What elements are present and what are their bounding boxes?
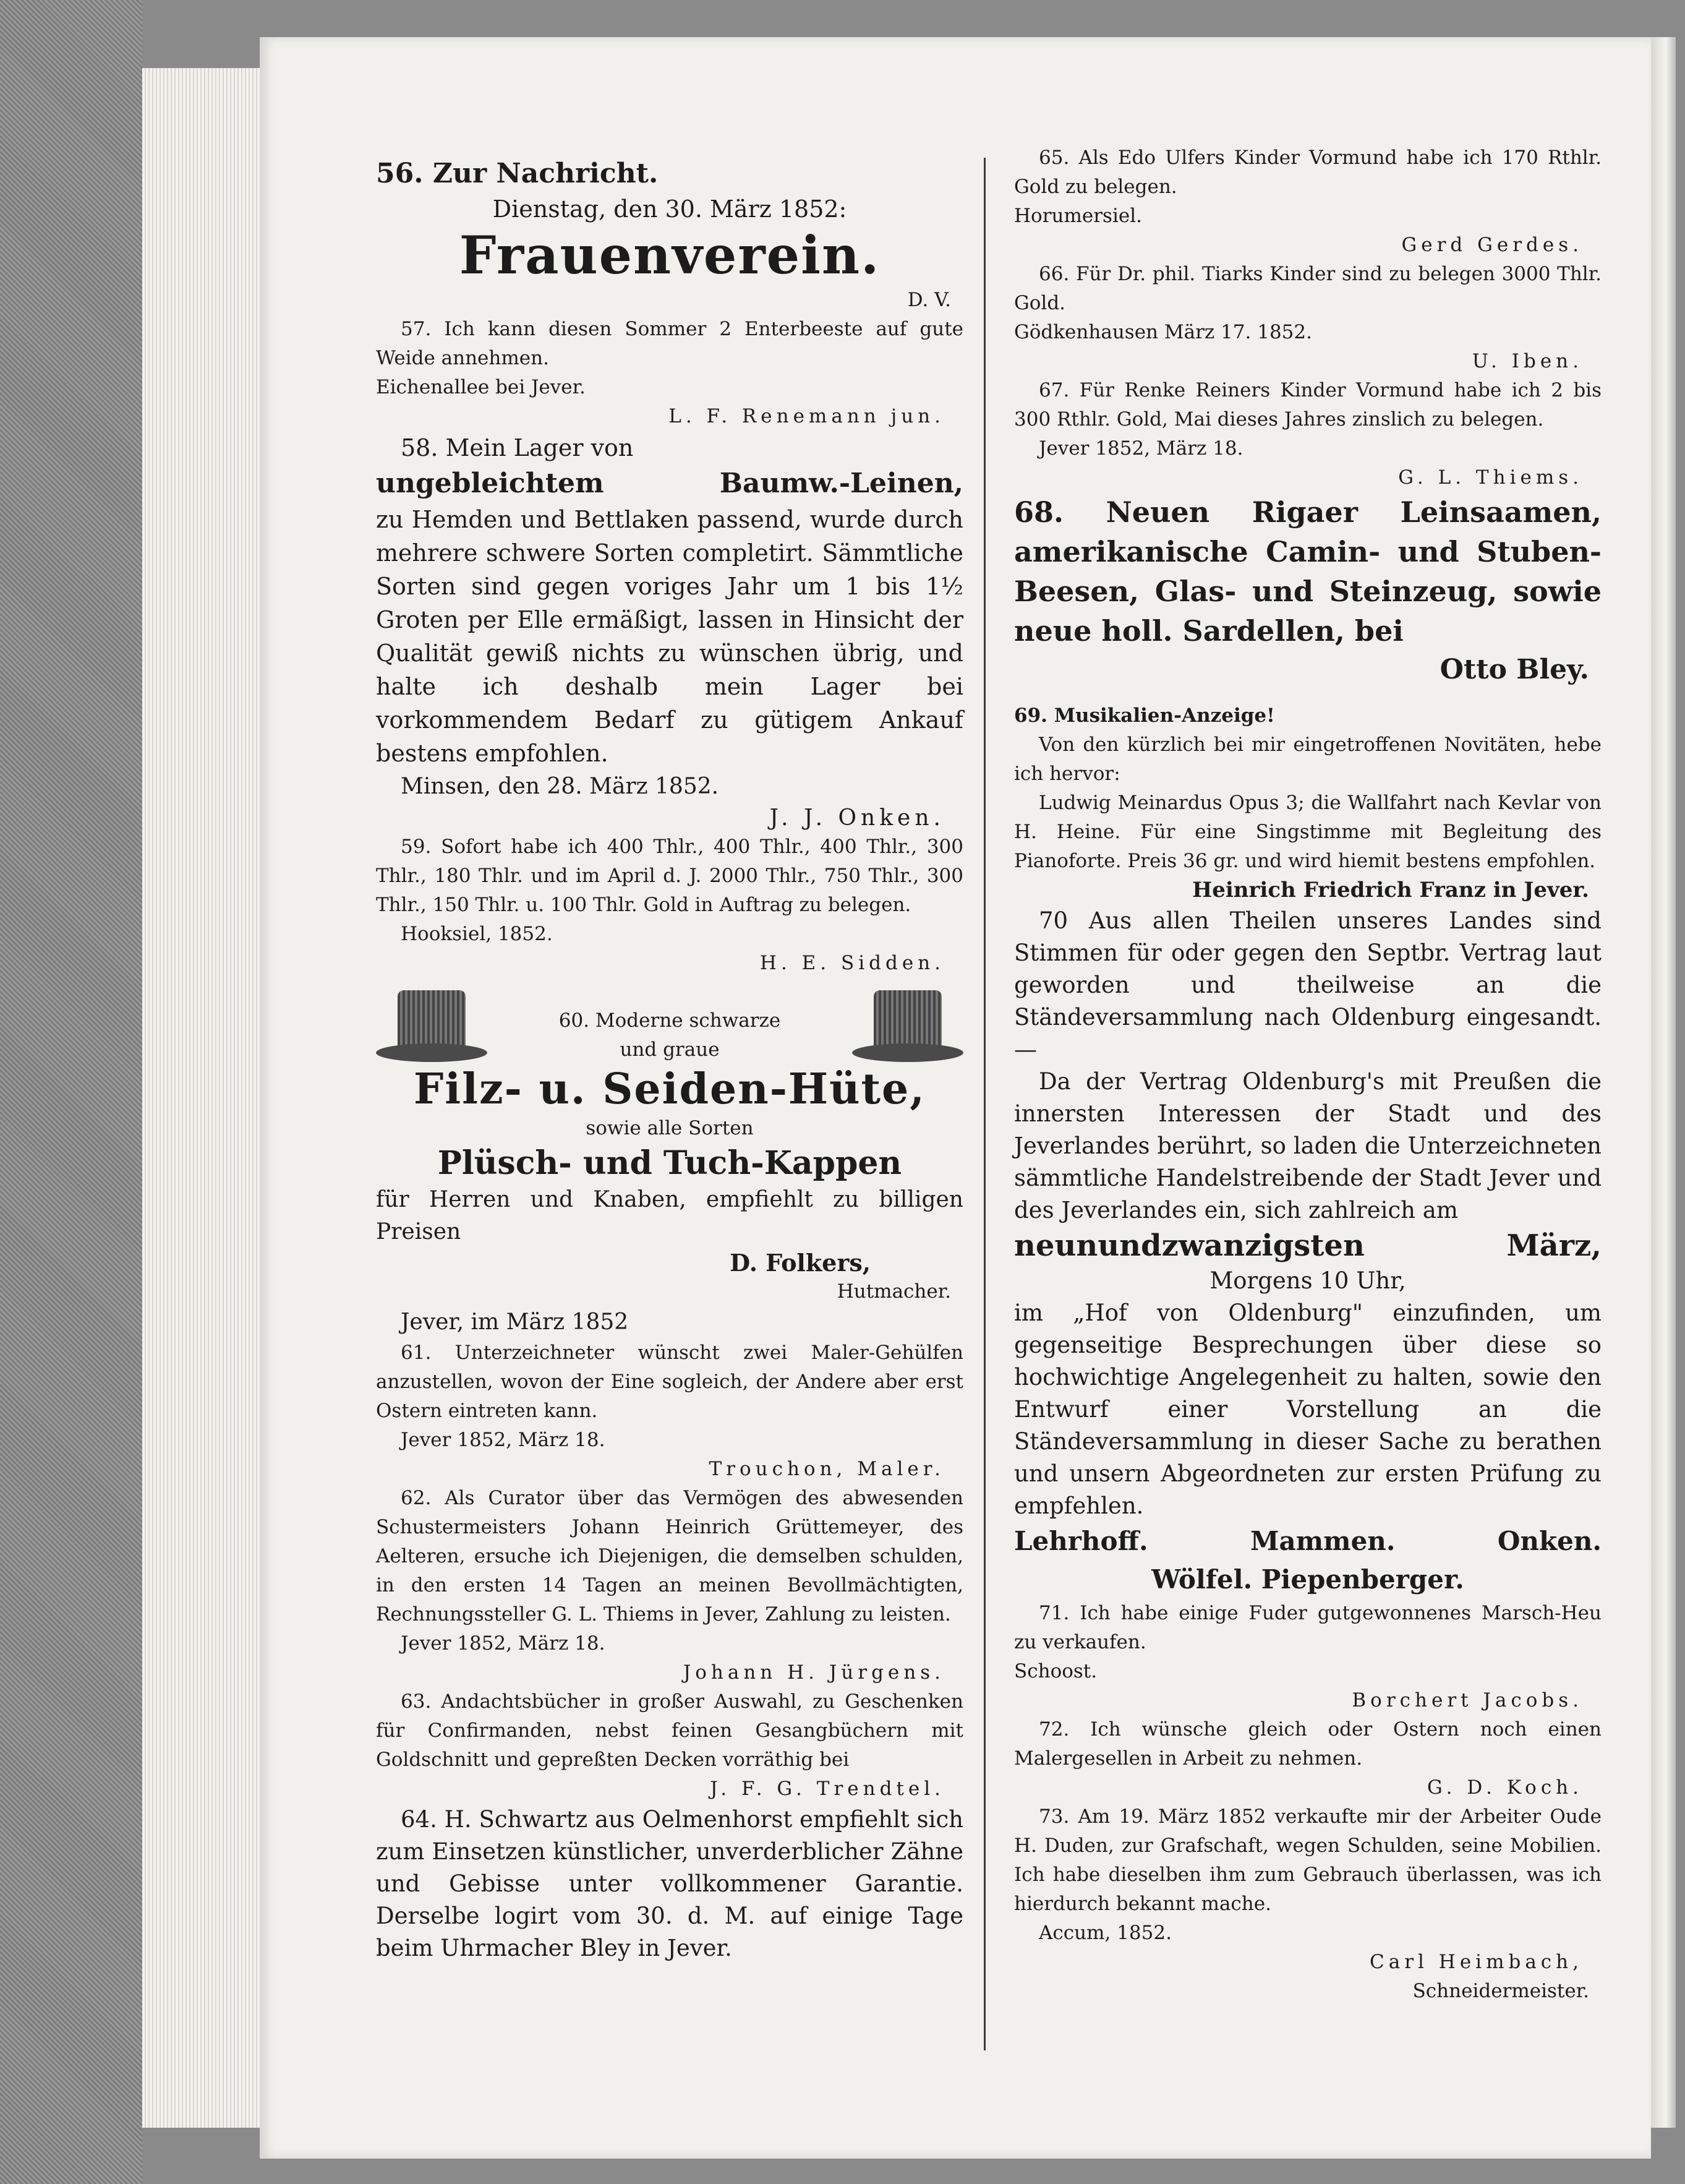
ad-73-role: Schneidermeister. [1412, 1980, 1589, 2002]
ad-60-date: Jever, im März 1852 [401, 1309, 629, 1335]
ad-63-text: 63. Andachtsbücher in großer Auswahl, zu Geschenken für Confirmanden, nebst feinen Gesangbüchern mit Goldschnitt und gepreßten Decken vorräthig bei [376, 1690, 963, 1771]
ad-72-sig: G. D. Koch. [1427, 1776, 1583, 1799]
ad-57-text: 57. Ich kann diesen Sommer 2 Enterbeeste auf gute Weide annehmen. [376, 318, 963, 369]
ad-58-sig: J. J. Onken. [769, 805, 945, 831]
ad-59 [376, 833, 963, 978]
ad-64-text: 64. H. Schwartz aus Oelmenhorst empfiehlt sich zum Einsetzen künstlicher, unverderblicher Zähne und Gebisse unter vollkommener Garantie. Derselbe logirt vom 30. d. M. auf einige Tage beim Uhrmacher Bley in Jever. [376, 1806, 963, 1961]
column-rule [984, 158, 986, 2050]
ad-73-text: 73. Am 19. März 1852 verkaufte mir der Arbeiter Oude H. Duden, zur Grafschaft, wegen Schulden, seine Mobilien. Ich habe dieselben ihm zum Gebrauch überlassen, was ich hierdurch bekannt mache. [1014, 1805, 1602, 1915]
ad-60-role: Hutmacher. [837, 1280, 951, 1303]
ad-59-text: 59. Sofort habe ich 400 Thlr., 400 Thlr., 400 Thlr., 300 Thlr., 180 Thlr. und im April d. J. 2000 Thlr., 750 Thlr., 300 Thlr., 150 Thlr. u. 100 Thlr. Gold in Auftrag zu belegen. [376, 836, 963, 916]
ad-73-sig: Carl Heimbach, [1370, 1951, 1583, 1973]
ad-60-big2: Plüsch- und Tuch-Kappen [437, 1144, 902, 1182]
ad-60-hats [376, 984, 963, 1064]
ad-69-sig: Heinrich Friedrich Franz in Jever. [1192, 878, 1589, 902]
ad-68 [1014, 492, 1602, 689]
ad-62 [376, 1484, 963, 1687]
ad-56-sig: D. V. [907, 289, 951, 311]
ad-60-big: Filz- u. Seiden-Hüte, [414, 1064, 926, 1114]
ad-61 [376, 1338, 963, 1484]
ad-61-text: 61. Unterzeichneter wünscht zwei Maler-Gehülfen anzustellen, wovon der Eine sogleich, der Andere aber erst Ostern eintreten kann. [376, 1342, 963, 1422]
ad-65 [1014, 143, 1602, 260]
ad-67-date: Jever 1852, März 18. [1039, 437, 1243, 460]
ad-64 [376, 1804, 963, 1964]
ad-66-text: 66. Für Dr. phil. Tiarks Kinder sind zu belegen 3000 Thlr. Gold. [1014, 263, 1602, 314]
ad-68-sig: Otto Bley. [1440, 654, 1589, 685]
ad-59-sig: H. E. Sidden. [759, 952, 945, 974]
ad-57-sig: L. F. Renemann jun. [668, 405, 945, 427]
ad-56 [376, 155, 963, 315]
ad-67-text: 67. Für Renke Reiners Kinder Vormund habe ich 2 bis 300 Rthlr. Gold, Mai dieses Jahres zinslich zu belegen. [1014, 379, 1602, 430]
right-column [1014, 143, 1602, 2006]
ad-58-big: ungebleichtem Baumw.-Leinen, [376, 468, 963, 499]
ad-65-text: 65. Als Edo Ulfers Kinder Vormund habe ich 170 Rthlr. Gold zu belegen. [1014, 147, 1602, 198]
page-curl [1651, 37, 1676, 2128]
ad-56-head: 56. Zur Nachricht. [376, 158, 659, 189]
ad-57 [376, 315, 963, 431]
ad-63 [376, 1687, 963, 1804]
ad-70-text2: Da der Vertrag Oldenburg's mit Preußen die innersten Interessen der Stadt und des Jeverlandes berührt, so laden die Unterzeichneten sämmtliche Handelstreibende der Stadt Jever und des Jeverlandes ein, sich zahlreich am [1014, 1068, 1602, 1223]
ad-57-place: Eichenallee bei Jever. [376, 376, 586, 398]
ad-60-line: sowie alle Sorten [586, 1117, 754, 1139]
top-hat-illustration-right [852, 990, 963, 1064]
ad-70-text3: im „Hof von Oldenburg" einzufinden, um gegenseitige Besprechungen über diese so hochwichtige Angelegenheit zu halten, sowie den Entwurf einer Vorstellung an die Ständeversammlung in dieser Sache zu berathen und unsern Abgeordneten zur ersten Prüfung zu empfehlen. [1014, 1300, 1602, 1519]
ad-73-place: Accum, 1852. [1039, 1922, 1172, 1944]
ad-58 [376, 431, 963, 833]
ad-58-text: zu Hemden und Bettlaken passend, wurde durch mehrere schwere Sorten completirt. Sämmtliche Sorten sind gegen voriges Jahr um 1 bis 1½ Groten per Elle ermäßigt, lassen in Hinsicht der Qualität gewiß nichts zu wünschen übrig, und halte ich deshalb mein Lager bei vorkommendem Bedarf zu gütigem Ankauf bestens empfohlen. [376, 506, 963, 767]
ad-67-sig: G. L. Thiems. [1398, 466, 1583, 489]
ad-70-text: 70 Aus allen Theilen unseres Landes sind Stimmen für oder gegen den Septbr. Vertrag laut geworden und theilweise an die Ständeversammlung nach Oldenburg eingesandt. — [1014, 907, 1602, 1063]
book-binding [0, 0, 142, 2184]
ad-72 [1014, 1715, 1602, 1802]
ad-71-place: Schoost. [1014, 1660, 1098, 1682]
top-hat-illustration-left [376, 990, 487, 1064]
ad-63-sig: J. F. G. Trendtel. [710, 1778, 945, 1800]
ad-60-name: D. Folkers, [730, 1249, 871, 1277]
ad-70-time: Morgens 10 Uhr, [1209, 1267, 1406, 1294]
ad-71 [1014, 1599, 1602, 1715]
ad-61-sig: Trouchon, Maler. [709, 1458, 945, 1480]
ad-65-sig: Gerd Gerdes. [1401, 234, 1583, 256]
ad-70-names1: Lehrhoff. Mammen. Onken. [1014, 1526, 1602, 1556]
left-column [376, 155, 963, 1964]
ad-73 [1014, 1802, 1602, 2006]
ad-60-sub: und graue [620, 1038, 720, 1061]
ad-60-text: für Herren und Knaben, empfiehlt zu billigen Preisen [376, 1187, 963, 1244]
ad-70 [1014, 905, 1602, 1599]
page-edges [142, 68, 260, 2128]
ad-61-date: Jever 1852, März 18. [401, 1429, 605, 1451]
ad-66 [1014, 260, 1602, 376]
ad-69 [1014, 701, 1602, 905]
ad-59-place: Hooksiel, 1852. [401, 923, 553, 945]
ad-60-head: 60. Moderne schwarze [558, 1009, 781, 1032]
ad-68-text: 68. Neuen Rigaer Leinsaamen, amerikanische Camin- und Stuben-Beesen, Glas- und Steinzeug, sowie neue holl. Sardellen, bei [1014, 495, 1602, 648]
ad-58-head: 58. Mein Lager von [401, 434, 634, 461]
ad-56-title: Frauenverein. [459, 225, 881, 286]
ad-70-names2: Wölfel. Piepenberger. [1151, 1564, 1464, 1595]
ad-72-text: 72. Ich wünsche gleich oder Ostern noch einen Malergesellen in Arbeit zu nehmen. [1014, 1718, 1602, 1770]
ad-56-line: Dienstag, den 30. März 1852: [492, 195, 847, 223]
ad-62-sig: Johann H. Jürgens. [683, 1661, 945, 1684]
ad-58-date: Minsen, den 28. März 1852. [401, 774, 719, 799]
ad-71-text: 71. Ich habe einige Fuder gutgewonnenes Marsch-Heu zu verkaufen. [1014, 1602, 1602, 1653]
ad-67 [1014, 376, 1602, 492]
ad-66-sig: U. Iben. [1472, 350, 1583, 372]
ad-66-date: Gödkenhausen März 17. 1852. [1014, 321, 1312, 343]
ad-65-place: Horumersiel. [1014, 205, 1142, 227]
ad-70-big: neunundzwanzigsten März, [1014, 1228, 1602, 1263]
ad-71-sig: Borchert Jacobs. [1352, 1689, 1583, 1711]
ad-62-date: Jever 1852, März 18. [401, 1632, 605, 1655]
ad-69-head: 69. Musikalien-Anzeige! [1014, 704, 1275, 727]
ad-69-text2: Ludwig Meinardus Opus 3; die Wallfahrt nach Kevlar von H. Heine. Für eine Singstimme mit Begleitung des Pianoforte. Preis 36 gr. und wird hiemit bestens empfohlen. [1014, 792, 1602, 872]
ad-60 [376, 984, 963, 1338]
ad-62-text: 62. Als Curator über das Vermögen des abwesenden Schustermeisters Johann Heinrich Grüttemeyer, des Aelteren, ersuche ich Diejenigen, die demselben schulden, in den ersten 14 Tagen an meinen Bevollmächtigten, Rechnungssteller G. L. Thiems in Jever, Zahlung zu leisten. [376, 1487, 963, 1625]
ad-69-text: Von den kürzlich bei mir eingetroffenen Novitäten, hebe ich hervor: [1014, 734, 1602, 785]
